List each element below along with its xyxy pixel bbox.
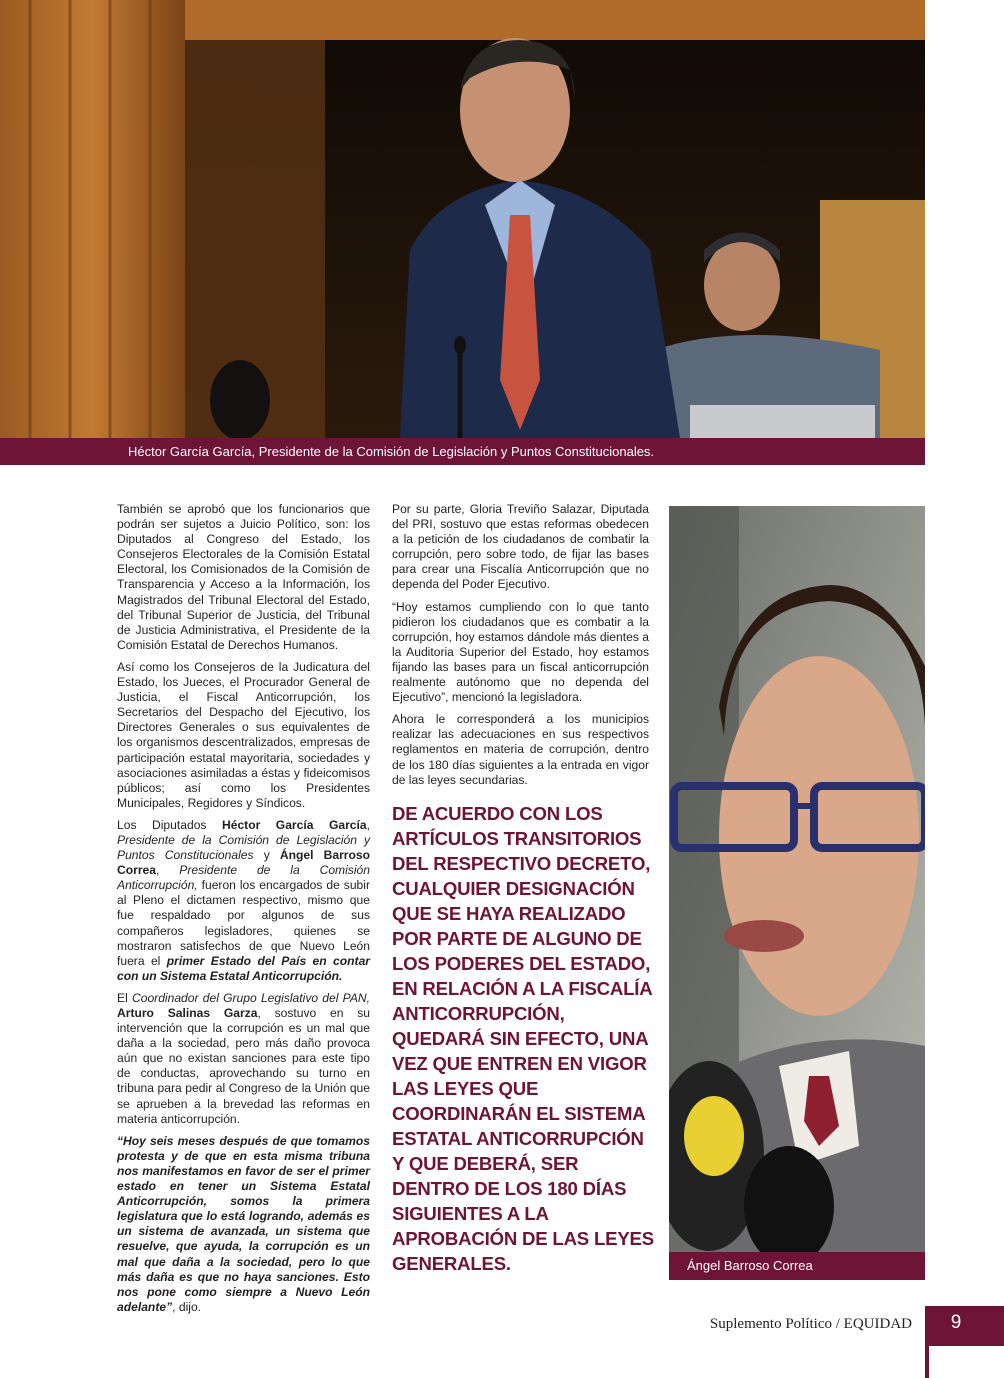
title-run: Coordinador del Grupo Legislativo del PAN, <box>131 990 370 1005</box>
page-box-notch <box>929 1346 1004 1378</box>
text-run: , dijo. <box>172 1299 202 1314</box>
text-run: , <box>366 817 370 832</box>
page-number-box <box>925 1306 1004 1378</box>
article-column-1 <box>117 502 370 1322</box>
text-run: y <box>253 848 280 863</box>
text-run: , <box>156 863 180 878</box>
paragraph <box>117 991 370 1127</box>
paragraph: También se aprobó que los funcionarios que podrán ser sujetos a Juicio Político, son: los Diputados al Congreso del Estado, los Consejeros Electorales de la Comisión Estatal Electoral, los Comisionados de la Comisión de Transparencia y Acceso a la Información, los Magistrados del Tribunal Electoral del Estado, del Tribunal Superior de Justicia, del Tribunal de Justicia Administrativa, el Presidente de la Comisión Estatal de Derechos Humanos. <box>117 502 370 652</box>
article-column-2 <box>392 502 649 795</box>
paragraph: Ahora le corresponderá a los municipios realizar las adecuaciones en sus respectivos reglamentos en materia de corrupción, dentro de los 180 días siguientes a la entrada en vigor de las leyes secundarias. <box>392 712 649 787</box>
quote-run: “Hoy seis meses después de que tomamos protesta y de que en esta misma tribuna nos manifestamos en favor de ser el primer estado en tener un Sistema Estatal Anticorrupción, somos la primera legislatura que lo está logrando, además es un sistema de avanzada, un sistema que resuelve, que ayuda, la corrupción es un mal que daña a la sociedad, pero lo que más daña es que no haya sanciones. Esto nos pone como siempre a Nuevo León adelante” <box>117 1133 370 1314</box>
page-number: 9 <box>950 1312 962 1333</box>
person-name: Héctor García García <box>221 817 367 832</box>
side-photo <box>669 506 925 1252</box>
title-run: Presidente de la Comisión Anticorrupción, <box>117 863 370 893</box>
person-name: Arturo Salinas Garza <box>117 1006 258 1020</box>
publication-name: Suplemento Político / EQUIDAD <box>709 1316 912 1332</box>
paragraph <box>117 818 370 984</box>
person-name: Ángel Barroso Correa <box>117 848 371 878</box>
side-photo-illustration <box>669 506 925 1252</box>
paragraph: Por su parte, Gloria Treviño Salazar, Diputada del PRI, sostuvo que estas reformas obedecen a la petición de los ciudadanos de combatir la corrupción, pero sobre todo, de fijar las bases para crear una Fiscalía Anticorrupción que no dependa del Poder Ejecutivo. <box>392 502 649 592</box>
hero-photo <box>0 0 925 438</box>
hero-caption-text: Héctor García García, Presidente de la Comisión de Legislación y Puntos Constitucionales. <box>128 444 655 459</box>
pull-quote: DE ACUERDO CON LOS ARTÍCULOS TRANSITORIOS DEL RESPECTIVO DECRETO, CUALQUIER DESIGNACIÓN QUE SE HAYA REALIZADO POR PARTE DE ALGUNO DE LOS PODERES DEL ESTADO, EN RELACIÓN A LA FISCALÍA ANTICORRUPCIÓN, QUEDARÁ SIN EFECTO, UNA VEZ QUE ENTREN EN VIGOR LAS LEYES QUE COORDINARÁN EL SISTEMA ESTATAL ANTICORRUPCIÓN Y QUE DEBERÁ, SER DENTRO DE LOS 180 DÍAS SIGUIENTES A LA APROBACIÓN DE LAS LEYES GENERALES. <box>392 803 654 1274</box>
text-run: El <box>117 990 132 1005</box>
paragraph: “Hoy estamos cumpliendo con lo que tanto pidieron los ciudadanos que es combatir a la corrupción, hoy estamos dándole más dientes a la Auditoria Superior del Estado, hoy estamos fijando las bases para un fiscal anticorrupción realmente autónomo que no dependa del Ejecutivo”, mencionó la legisladora. <box>392 599 649 705</box>
side-caption-text: Ángel Barroso Correa <box>687 1258 813 1273</box>
paragraph <box>117 1134 370 1315</box>
title-run: Presidente de la Comisión de Legislación y Puntos Constitucionales <box>117 832 370 863</box>
text-run: , sostuvo en su intervención que la corrupción es un mal que daña a la sociedad, pero más daño provoca aún que no existan sanciones para este tipo de conductas, aprovechando su turno en tribuna para pedir al Congreso de la Unión que se aprueben a la brevedad las reformas en materia anticorrupción. <box>117 1006 371 1126</box>
text-run: Los Diputados <box>117 817 222 832</box>
side-photo-caption <box>669 1252 925 1280</box>
paragraph: Así como los Consejeros de la Judicatura del Estado, los Jueces, el Procurador General de Justicia, el Fiscal Anticorrupción, los Secretarios del Despacho del Ejecutivo, los Directores Generales o sus equivalentes de los organismos descentralizados, empresas de participación estatal mayoritaria, sociedades y asociaciones asimiladas a éstas y fideicomisos públicos; así como los Presidentes Municipales, Regidores y Síndicos. <box>117 659 370 810</box>
hero-photo-illustration <box>0 0 925 438</box>
emphasis-run: primer Estado del País en contar con un Sistema Estatal Anticorrupción. <box>117 953 370 983</box>
text-run: fueron los encargados de subir al Pleno el dictamen respectivo, mismo que fue respaldado por algunos de sus compañeros legisladores, quienes se mostraron satisfechos de que Nuevo León fuera el <box>117 878 370 968</box>
hero-caption <box>0 438 925 465</box>
